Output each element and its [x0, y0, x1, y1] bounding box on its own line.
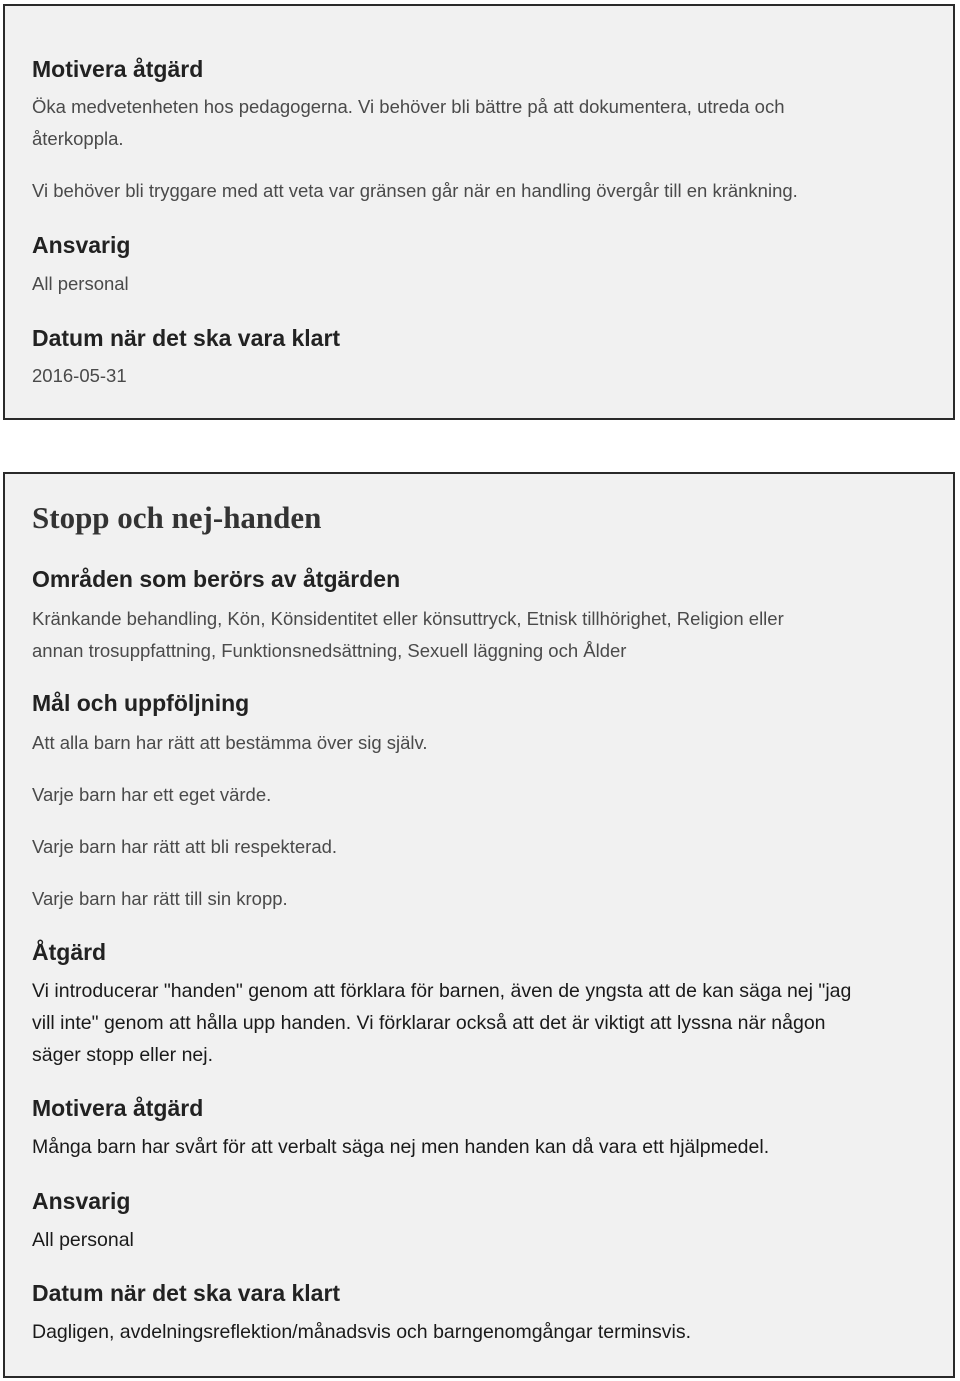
ansvarig-heading: Ansvarig	[32, 232, 131, 258]
motivera-value: Många barn har svårt för att verbalt säga nej men handen kan då vara ett hjälpmedel.	[32, 1136, 770, 1158]
motivera-text-line-2: återkoppla.	[32, 128, 124, 149]
mal-item: Varje barn har rätt att bli respekterad.	[32, 836, 338, 857]
datum-heading: Datum när det ska vara klart	[32, 325, 341, 351]
mal-item: Varje barn har ett eget värde.	[32, 784, 272, 805]
atgard-text-line-1: Vi introducerar "handen" genom att förklara för barnen, även de yngsta att de kan säga nej "jag	[32, 980, 852, 1002]
motivera-heading: Motivera åtgärd	[32, 56, 204, 82]
mal-item: Varje barn har rätt till sin kropp.	[32, 888, 288, 909]
motivera-text-line-3: Vi behöver bli tryggare med att veta var gränsen går när en handling övergår till en kränkning.	[32, 180, 798, 201]
ansvarig-heading: Ansvarig	[32, 1188, 131, 1214]
action-card-previous	[3, 4, 955, 420]
card-title: Stopp och nej-handen	[32, 500, 322, 535]
atgard-text-line-3: säger stopp eller nej.	[32, 1044, 214, 1066]
motivera-heading: Motivera åtgärd	[32, 1095, 204, 1121]
atgard-text-line-2: vill inte" genom att hålla upp handen. Vi förklarar också att det är viktigt att lyssna när någon	[32, 1012, 826, 1034]
mal-heading: Mål och uppföljning	[32, 690, 250, 716]
mal-item: Att alla barn har rätt att bestämma över sig själv.	[32, 732, 428, 753]
atgard-heading: Åtgärd	[32, 939, 107, 965]
motivera-text-line-1: Öka medvetenheten hos pedagogerna. Vi behöver bli bättre på att dokumentera, utreda och	[32, 96, 785, 117]
omraden-text-line-1: Kränkande behandling, Kön, Könsidentitet eller könsuttryck, Etnisk tillhörighet, Religion eller	[32, 608, 784, 629]
datum-heading: Datum när det ska vara klart	[32, 1280, 341, 1306]
datum-value: Dagligen, avdelningsreflektion/månadsvis och barngenomgångar terminsvis.	[32, 1321, 692, 1343]
datum-value: 2016-05-31	[32, 365, 127, 386]
ansvarig-value: All personal	[32, 1229, 134, 1251]
omraden-text-line-2: annan trosuppfattning, Funktionsnedsättning, Sexuell läggning och Ålder	[32, 640, 627, 661]
action-card-stopp-och-nej-handen	[3, 472, 955, 1378]
omraden-heading: Områden som berörs av åtgärden	[32, 566, 401, 592]
ansvarig-value: All personal	[32, 273, 129, 294]
